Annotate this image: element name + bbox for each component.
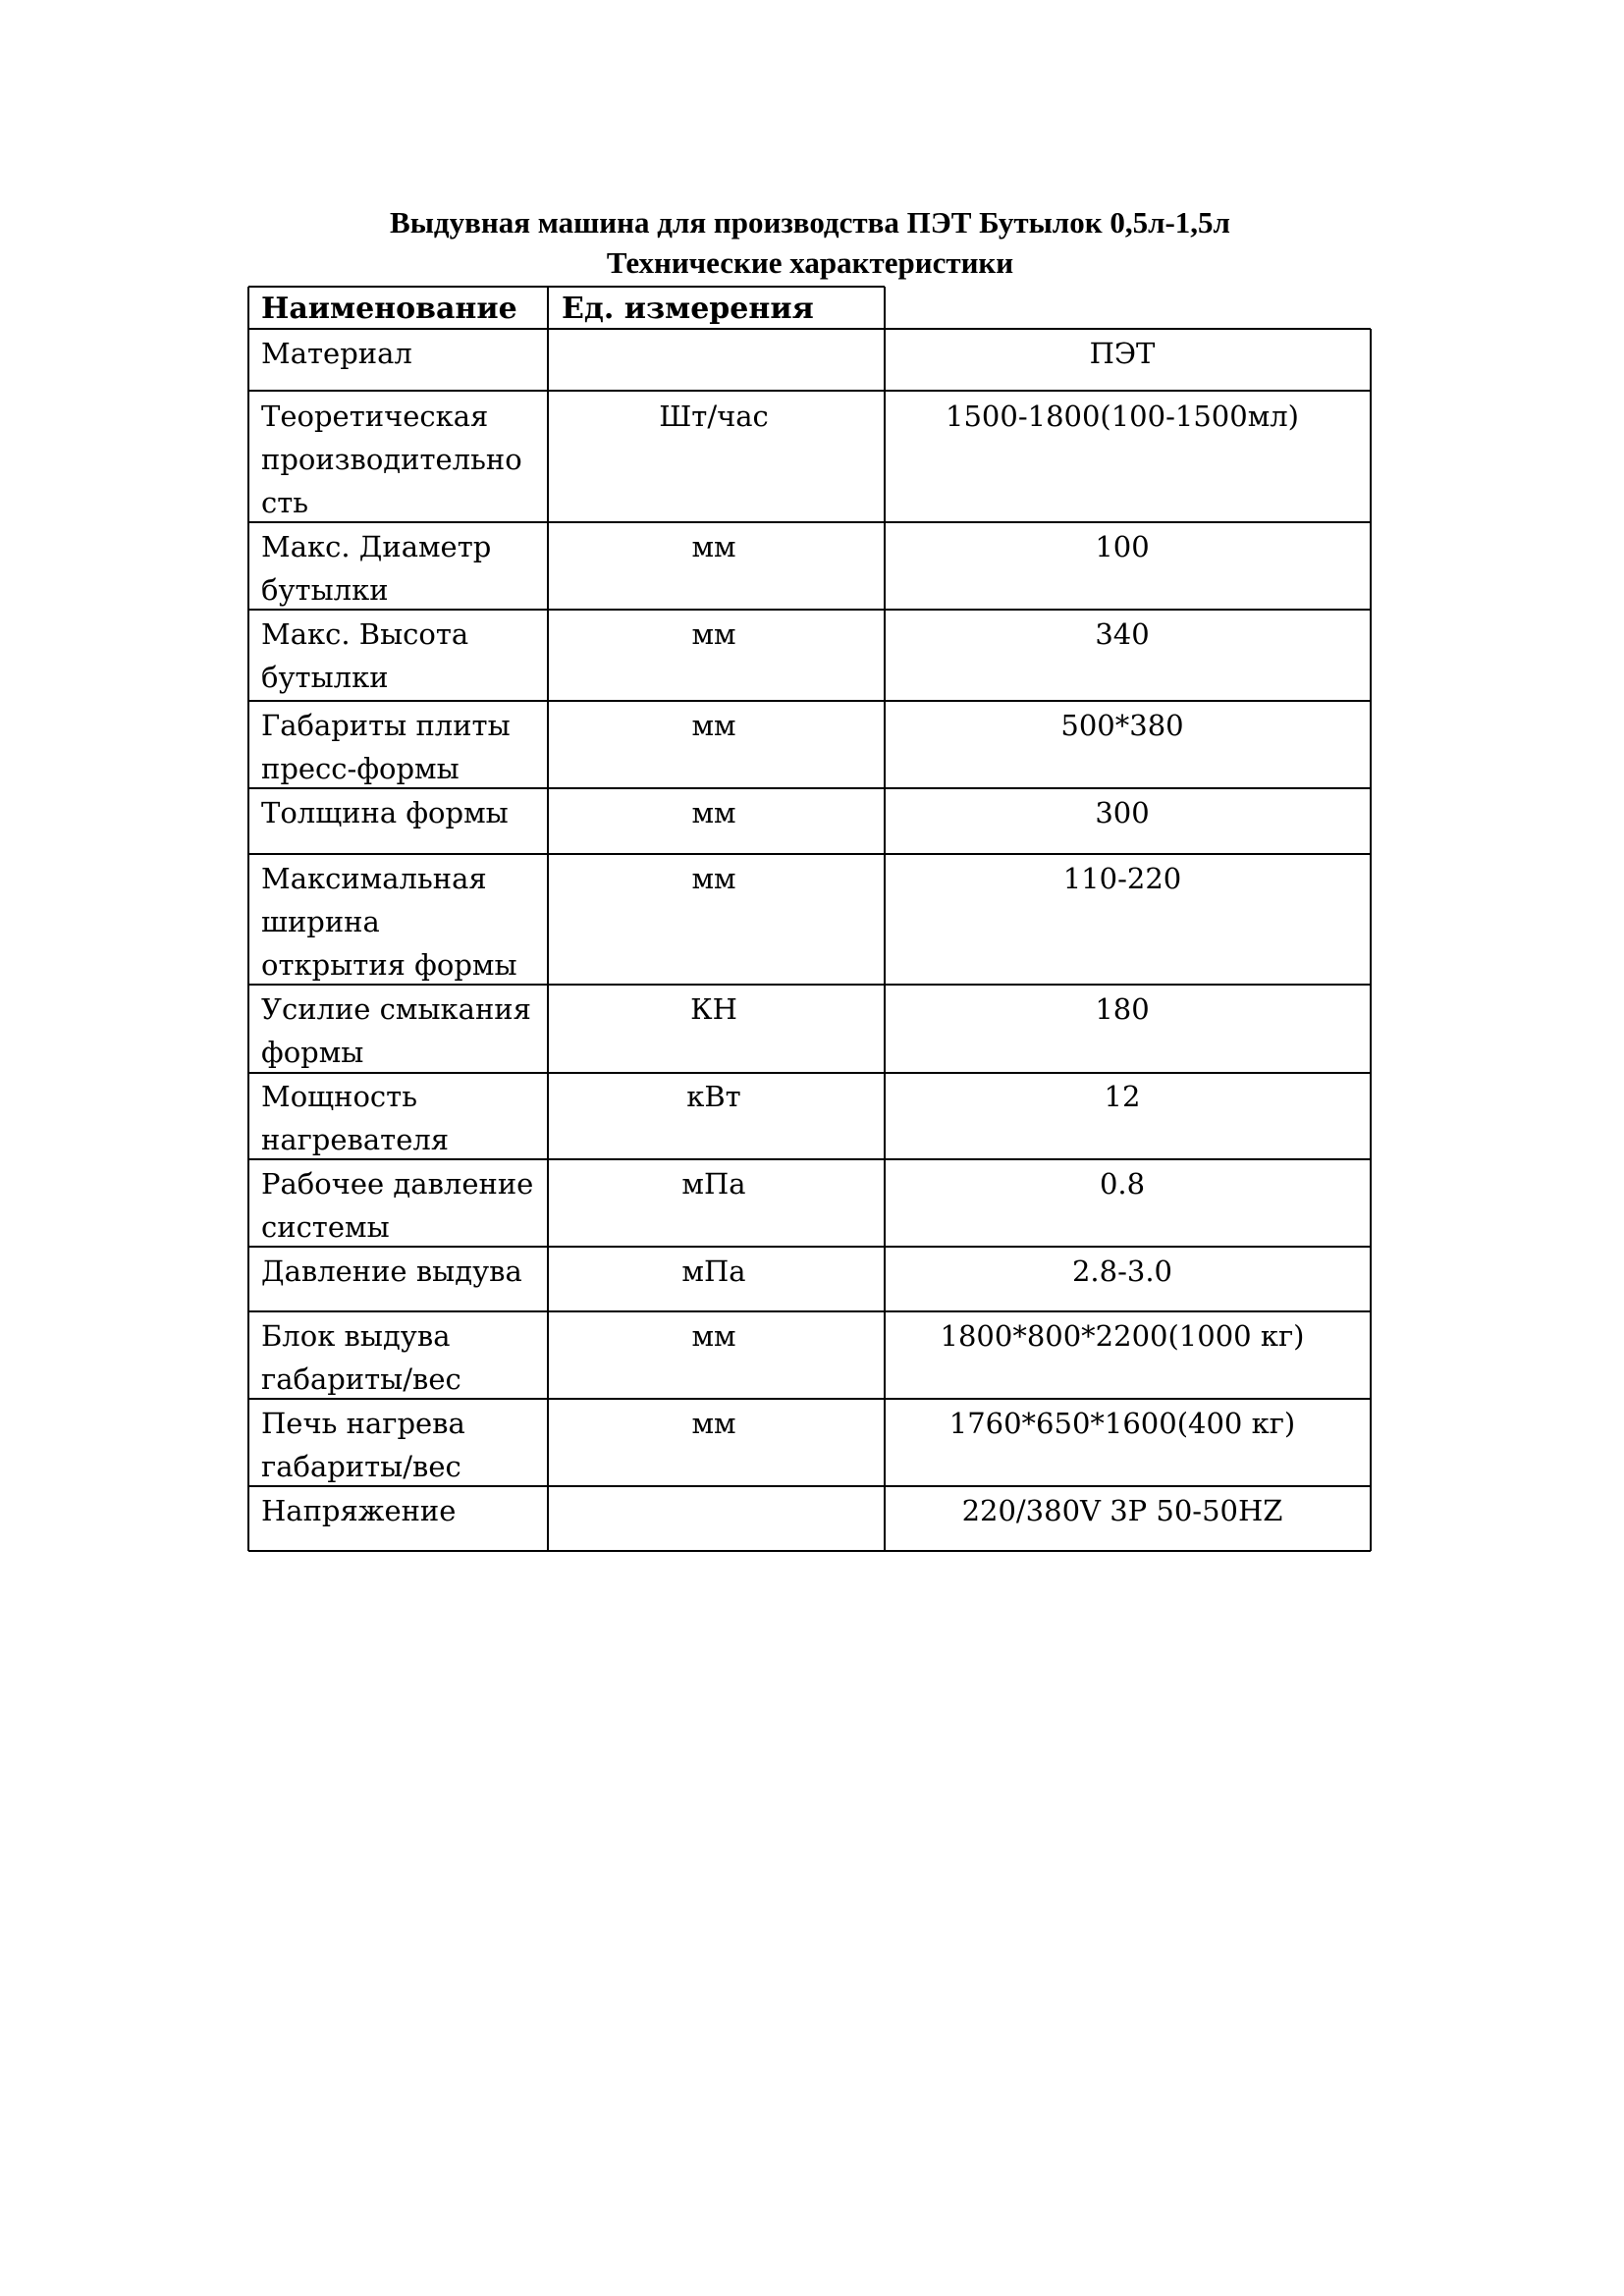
row-value: 340 [1095,617,1150,651]
row-name: Максимальная ширина открытия формы [261,862,517,982]
table-header-unit: Ед. измерения [562,292,814,326]
row-name: Блок выдува габариты/вес [261,1319,461,1396]
row-value: 180 [1095,992,1150,1026]
row-name: Габариты плиты пресс-формы [261,709,511,785]
row-value: 1800*800*2200(1000 кг) [940,1319,1305,1353]
row-value: 500*380 [1060,709,1184,742]
row-name: Давление выдува [261,1255,522,1288]
row-unit: мм [691,617,736,651]
row-name: Макс. Высота бутылки [261,617,469,694]
row-name: Материал [261,337,412,370]
row-value: 100 [1095,530,1150,563]
row-name: Толщина формы [261,796,509,829]
row-unit: мм [691,796,736,829]
row-unit: КН [690,992,737,1026]
document-subtitle: Технические характеристики [606,245,1014,280]
row-value: 2.8-3.0 [1071,1255,1173,1288]
row-name: Макс. Диаметр бутылки [261,530,492,607]
row-unit: мм [691,1319,736,1353]
row-unit: кВт [686,1080,741,1113]
document-title: Выдувная машина для производства ПЭТ Бутылок 0,5л-1,5л [390,205,1230,240]
row-value: 1760*650*1600(400 кг) [948,1407,1296,1440]
row-name: Теоретическая производительно сть [261,400,522,519]
row-unit: мм [691,709,736,742]
row-name: Рабочее давление системы [261,1167,534,1244]
row-value: 110-220 [1062,862,1182,895]
table-header-name: Наименование [261,292,517,326]
row-value: 220/380V 3P 50-50HZ [961,1494,1283,1527]
row-value: 12 [1104,1080,1141,1113]
row-value: 300 [1095,796,1150,829]
row-name: Напряжение [261,1494,457,1527]
row-unit: мм [691,530,736,563]
row-value: 1500-1800(100-1500мл) [946,400,1299,433]
row-name: Печь нагрева габариты/вес [261,1407,465,1483]
row-value: ПЭТ [1089,337,1156,370]
row-unit: мПа [681,1255,746,1288]
row-unit: мм [691,1407,736,1440]
row-unit: мПа [681,1167,746,1201]
row-value: 0.8 [1099,1167,1146,1201]
row-unit: мм [691,862,736,895]
row-name: Усилие смыкания формы [261,992,531,1069]
row-unit: Шт/час [659,400,769,433]
row-name: Мощность нагревателя [261,1080,450,1156]
